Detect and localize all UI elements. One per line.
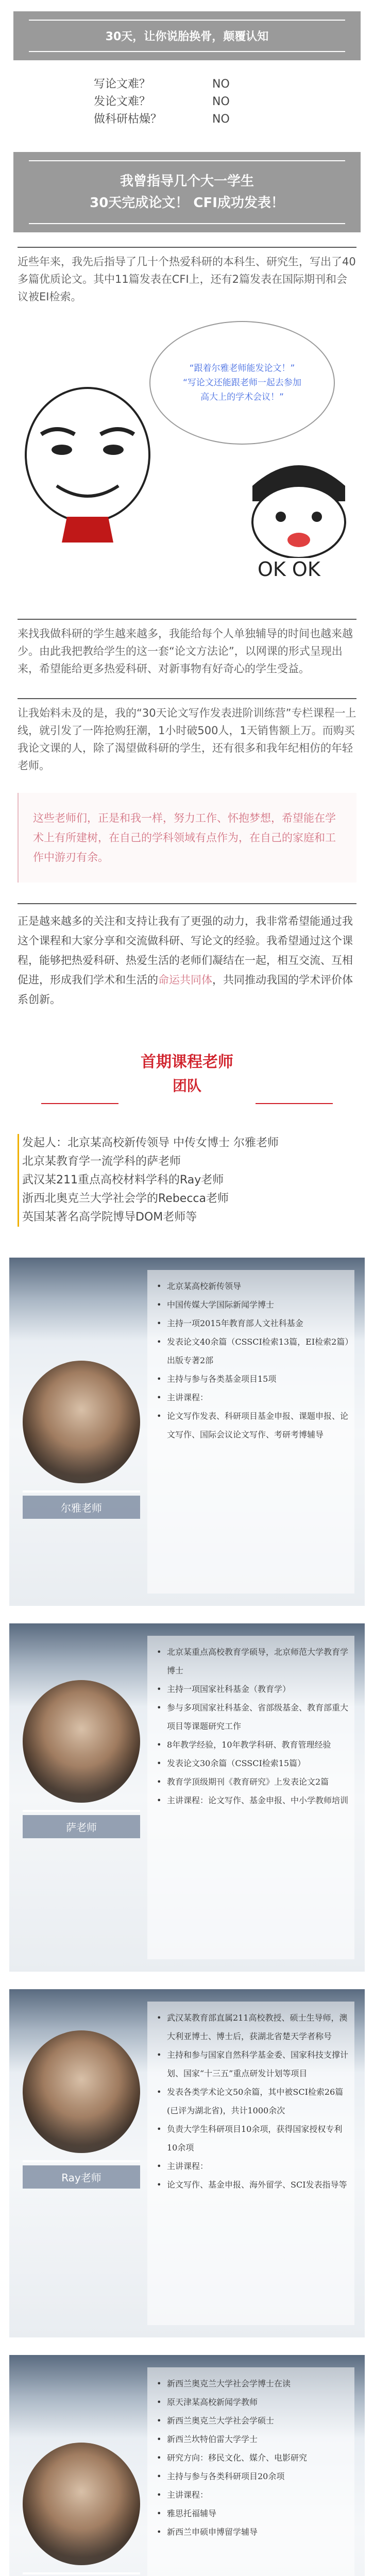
paragraph-2: 来找我做科研的学生越来越多，我能给每个人单独辅导的时间也越来越少。由此我把教给学生的这一套“论文方法论”，以网课的形式呈现出来，希望能给更多热爱科研、对新事物有好奇心的学生受益。 xyxy=(18,619,356,677)
ok-text: OK OK xyxy=(258,558,320,581)
banner-main xyxy=(13,152,361,232)
banner-main-line1: 我曾指导几个大一学生 xyxy=(120,174,254,189)
intro-paragraph: 近些年来，我先后指导了几十个热爱科研的本科生、研究生，写出了40多篇优质论文。其中11篇发表在CFI上，还有2篇发表在国际期刊和会议被EI检索。 xyxy=(18,247,356,306)
closing-paragraph xyxy=(18,903,356,1009)
title-line-left xyxy=(41,1103,118,1104)
teacher-info xyxy=(147,2367,354,2576)
qa-answer: NO xyxy=(212,113,230,126)
qa-answer: NO xyxy=(212,95,230,108)
qa-question: 做科研枯燥？ xyxy=(94,113,162,126)
bubble-line1: “跟着尔雅老师能发论文！” xyxy=(189,363,295,374)
founder-item: 北京某教育学一流学科的萨老师 xyxy=(22,1155,181,1168)
founders-list xyxy=(18,1134,356,1227)
teacher-photo xyxy=(23,1680,140,1803)
teacher-point: • 负责大学生科研项目10余项，获得国家授权专利10余项 xyxy=(157,2120,349,2157)
teacher-point: • 武汉某教育部直属211高校教授、硕士生导师，澳大利亚博士、博士后，获湖北省楚天学者称号 xyxy=(157,2009,349,2046)
founder-item: 北京某高校新传领导 中传女博士 尔雅老师 xyxy=(67,1137,279,1149)
meme-face-icon xyxy=(10,378,165,543)
teacher-point: • 发表论文40余篇（CSSCI检索13篇，EI检索2篇）出版专著2部 xyxy=(157,1333,349,1370)
teacher-point: • 主持与参与各类科研项目20余项 xyxy=(157,2467,349,2486)
qa-question: 写论文难？ xyxy=(94,78,151,91)
teacher-point: • 新西兰奥克兰大学社会学博士在读 xyxy=(157,2375,349,2393)
teacher-card xyxy=(9,1623,365,1972)
teacher-photo xyxy=(23,2030,140,2153)
teacher-point: • 8年教学经验，10年教学科研、教育管理经验 xyxy=(157,1736,349,1754)
teacher-point: • 参与多项国家社科基金、省部级基金、教育部重大项目等课题研究工作 xyxy=(157,1699,349,1736)
pink-quote: 这些老师们，正是和我一样，努力工作、怀抱梦想，希望能在学术上有所建树，在自己的学科领域有点作为，在自己的家庭和工作中游刃有余。 xyxy=(18,793,356,883)
teacher-card xyxy=(9,1989,365,2337)
qa-list xyxy=(94,76,374,128)
teacher-card xyxy=(9,2355,365,2576)
divider xyxy=(23,2572,140,2574)
founder-item: 武汉某211重点高校材料学科的Ray老师 xyxy=(22,1174,224,1187)
qa-row xyxy=(94,111,374,128)
closing-text-before: 正是越来越多的关注和支持让我有了更强的动力，我非常希望能通过我这个课程和大家分享和交流做科研、写论文的经验。我希望通过这个课程，能够把热爱科研、热爱生活的老师们凝结在一起，相互交流、互相促进，形成我们学术和生活的 xyxy=(18,915,353,986)
teacher-point: • 论文写作发表、科研项目基金申报、课题申报、论文写作、国际会议论文写作、考研考博辅导 xyxy=(157,1407,349,1444)
divider xyxy=(23,2160,140,2162)
teacher-point: • 北京某重点高校教育学硕导，北京师范大学教育学博士 xyxy=(157,1643,349,1680)
cartoon-boy-icon xyxy=(242,455,355,558)
teacher-point: • 雅思托福辅导 xyxy=(157,2504,349,2523)
teacher-point: • 新西兰奥克兰大学社会学硕士 xyxy=(157,2412,349,2430)
divider xyxy=(23,1810,140,1812)
bubble-line2: “写论文还能跟老师一起去参加 xyxy=(183,378,301,388)
teacher-photo xyxy=(23,1361,140,1483)
teacher-point: • 主讲课程： xyxy=(157,2157,349,2176)
section-header xyxy=(0,1050,374,1098)
closing-highlight: 命运共同体 xyxy=(158,974,212,986)
teacher-name: 尔雅老师 xyxy=(23,1496,140,1519)
teacher-point: • 新西兰申硕申博留学辅导 xyxy=(157,2523,349,2541)
teacher-info xyxy=(147,2002,354,2325)
section-title: 首期课程老师 xyxy=(141,1053,233,1071)
teacher-info xyxy=(147,1636,354,1959)
teacher-point: • 研究方向：移民文化、媒介、电影研究 xyxy=(157,2449,349,2467)
divider xyxy=(23,1490,140,1493)
paragraph-3: 让我始料未及的是，我的“30天论文写作发表进阶训练营”专栏课程一上线，就引发了一阵抢购狂潮，1小时破500人，1天销售额上万。而购买我论文课的人，除了渴望做科研的学生，还有很多和我年纪相仿的年轻老师。 xyxy=(18,698,356,774)
qa-answer: NO xyxy=(212,78,230,91)
qa-row xyxy=(94,76,374,93)
teacher-point: • 中国传媒大学国际新闻学博士 xyxy=(157,1296,349,1314)
teacher-point: • 主持和参与国家自然科学基金委、国家科技支撑计划、国家“十三五”重点研发计划等项目 xyxy=(157,2046,349,2083)
teacher-point: • 原天津某高校新闻学教师 xyxy=(157,2393,349,2412)
teacher-point: • 北京某高校新传领导 xyxy=(157,1277,349,1296)
bubble-line3: 高大上的学术会议！” xyxy=(200,392,284,402)
teacher-card xyxy=(9,1258,365,1606)
speech-bubble xyxy=(149,321,335,445)
section-subtitle: 团队 xyxy=(172,1077,201,1094)
founder-item: 英国某著名高学院博导DOM老师等 xyxy=(22,1211,197,1224)
teacher-point: • 主讲课程：论文写作、基金申报、中小学教师培训 xyxy=(157,1791,349,1810)
teacher-point: • 主持一项2015年教育部人文社科基金 xyxy=(157,1314,349,1333)
teacher-point: • 新西兰坎特伯雷大学学士 xyxy=(157,2430,349,2449)
teacher-point: • 主持与参与各类基金项目15项 xyxy=(157,1370,349,1388)
teacher-name: 萨老师 xyxy=(23,1815,140,1838)
teacher-photo xyxy=(23,2443,140,2565)
qa-row xyxy=(94,93,374,111)
teacher-point: • 主讲课程： xyxy=(157,2486,349,2504)
banner-main-line2: 30天完成论文！ CFI成功发表！ xyxy=(90,195,284,211)
teacher-point: • 发表各类学术论文50余篇，其中被SCI检索26篇(已评为湖北省)，共计1000余次 xyxy=(157,2083,349,2120)
teacher-point: • 主讲课程： xyxy=(157,1388,349,1407)
teacher-point: • 教育学顶级期刊《教育研究》上发表论文2篇 xyxy=(157,1773,349,1791)
qa-question: 发论文难？ xyxy=(94,95,151,108)
teacher-point: • 发表论文30余篇（CSSCI检索15篇） xyxy=(157,1754,349,1773)
founder-item: 浙西北奥克兰大学社会学的Rebecca老师 xyxy=(22,1192,229,1205)
teacher-point: • 论文写作、基金申报、海外留学、SCI发表指导等 xyxy=(157,2176,349,2194)
teacher-point: • 主持一项国家社科基金（教育学） xyxy=(157,1680,349,1699)
banner-top: 30天，让你说胎换骨，颠覆认知 xyxy=(13,11,361,60)
teacher-info xyxy=(147,1270,354,1594)
meme-illustration xyxy=(0,316,374,604)
title-line-right xyxy=(256,1103,333,1104)
founders-label: 发起人： xyxy=(22,1137,68,1149)
closing-text-after: ，共同推动我国的学术评价体系创新。 xyxy=(18,974,353,1006)
teacher-name: Ray老师 xyxy=(23,2165,140,2189)
